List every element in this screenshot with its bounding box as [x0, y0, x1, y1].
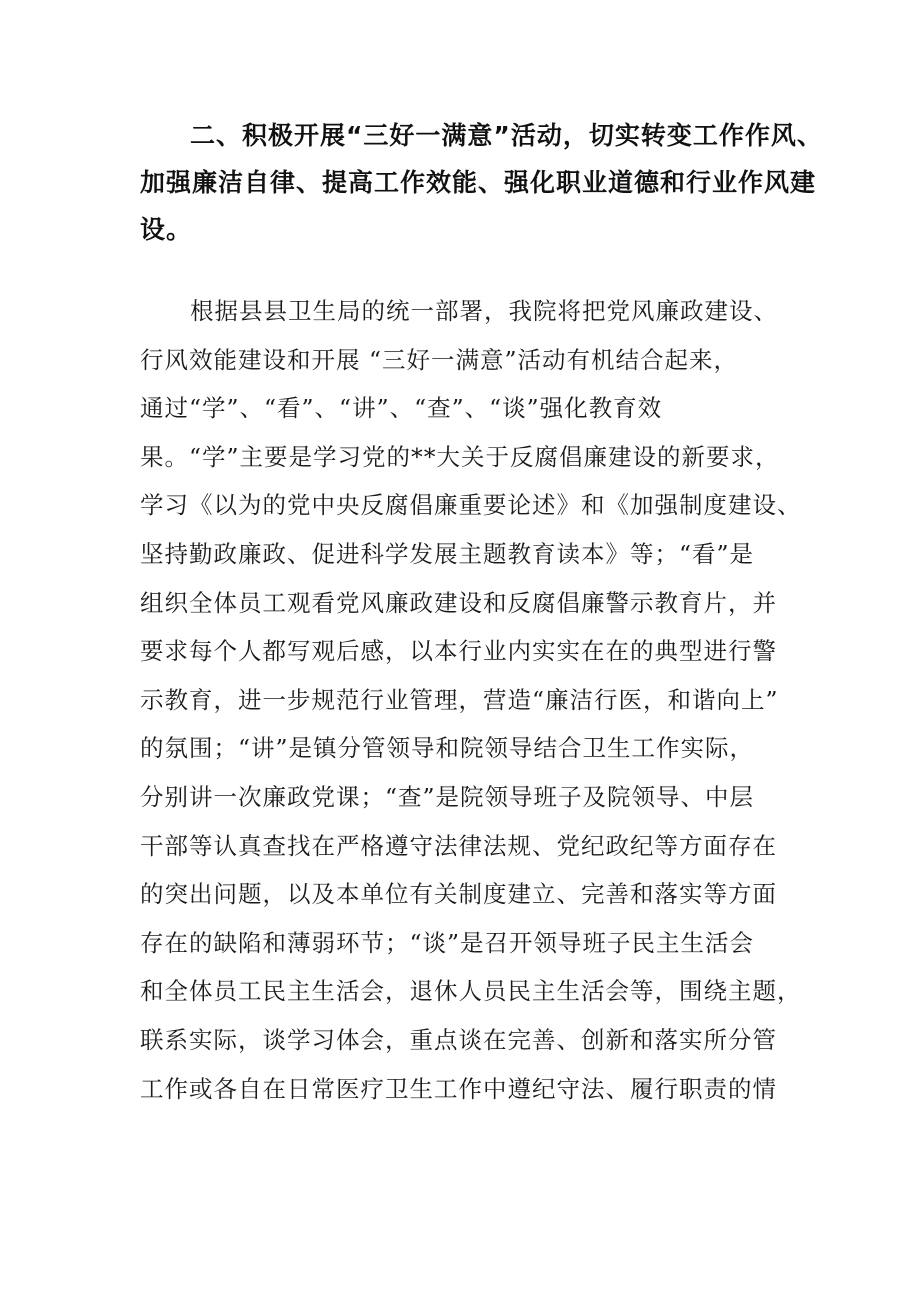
section-heading: [140, 112, 823, 253]
body-line-9: 示教育，进一步规范行业管理，营造“廉洁行医，和谐向上”: [140, 685, 779, 714]
body-line-3: 通过“学”、“看”、“讲”、“查”、“谈”强化教育效: [140, 394, 663, 423]
body-line-8: 要求每个人都写观后感，以本行业内实实在在的典型进行警: [140, 637, 777, 666]
body-line-16: 联系实际，谈学习体会，重点谈在完善、创新和落实所分管: [140, 1025, 777, 1054]
body-line-7: 组织全体员工观看党风廉政建设和反腐倡廉警示教育片，并: [140, 588, 777, 617]
body-line-13: 的突出问题，以及本单位有关制度建立、完善和落实等方面: [140, 880, 777, 909]
body-line-14: 存在的缺陷和薄弱环节；“谈”是召开领导班子民主生活会: [140, 928, 755, 957]
body-line-5: 学习《以为的党中央反腐倡廉重要论述》和《加强制度建设、: [140, 491, 802, 520]
body-line-2: 行风效能建设和开展 “三好一满意”活动有机结合起来，: [140, 345, 738, 374]
heading-line-1: 二、积极开展“三好一满意”活动，切实转变工作作风、: [190, 121, 823, 150]
body-line-17: 工作或各自在日常医疗卫生工作中遵纪守法、履行职责的情: [140, 1074, 777, 1103]
body-line-12: 干部等认真查找在严格遵守法律法规、党纪政纪等方面存在: [140, 831, 777, 860]
body-line-1: 根据县县卫生局的统一部署，我院将把党风廉政建设、: [190, 297, 778, 325]
body-line-11: 分别讲一次廉政党课；“查”是院领导班子及院领导、中层: [140, 782, 755, 811]
heading-line-2: 加强廉洁自律、提高工作效能、强化职业道德和行业作风建: [140, 168, 817, 197]
body-line-6: 坚持勤政廉政、促进科学发展主题教育读本》等；“看”是: [140, 539, 755, 568]
body-line-10: 的氛围；“讲”是镇分管领导和院领导结合卫生工作实际，: [140, 734, 755, 763]
body-line-15: 和全体员工民主生活会，退休人员民主生活会等，围绕主题，: [140, 977, 802, 1006]
body-line-4: 果。“学”主要是学习党的**大关于反腐倡廉建设的新要求，: [140, 442, 780, 471]
heading-line-3: 设。: [140, 215, 193, 244]
body-paragraph: [140, 287, 802, 1113]
